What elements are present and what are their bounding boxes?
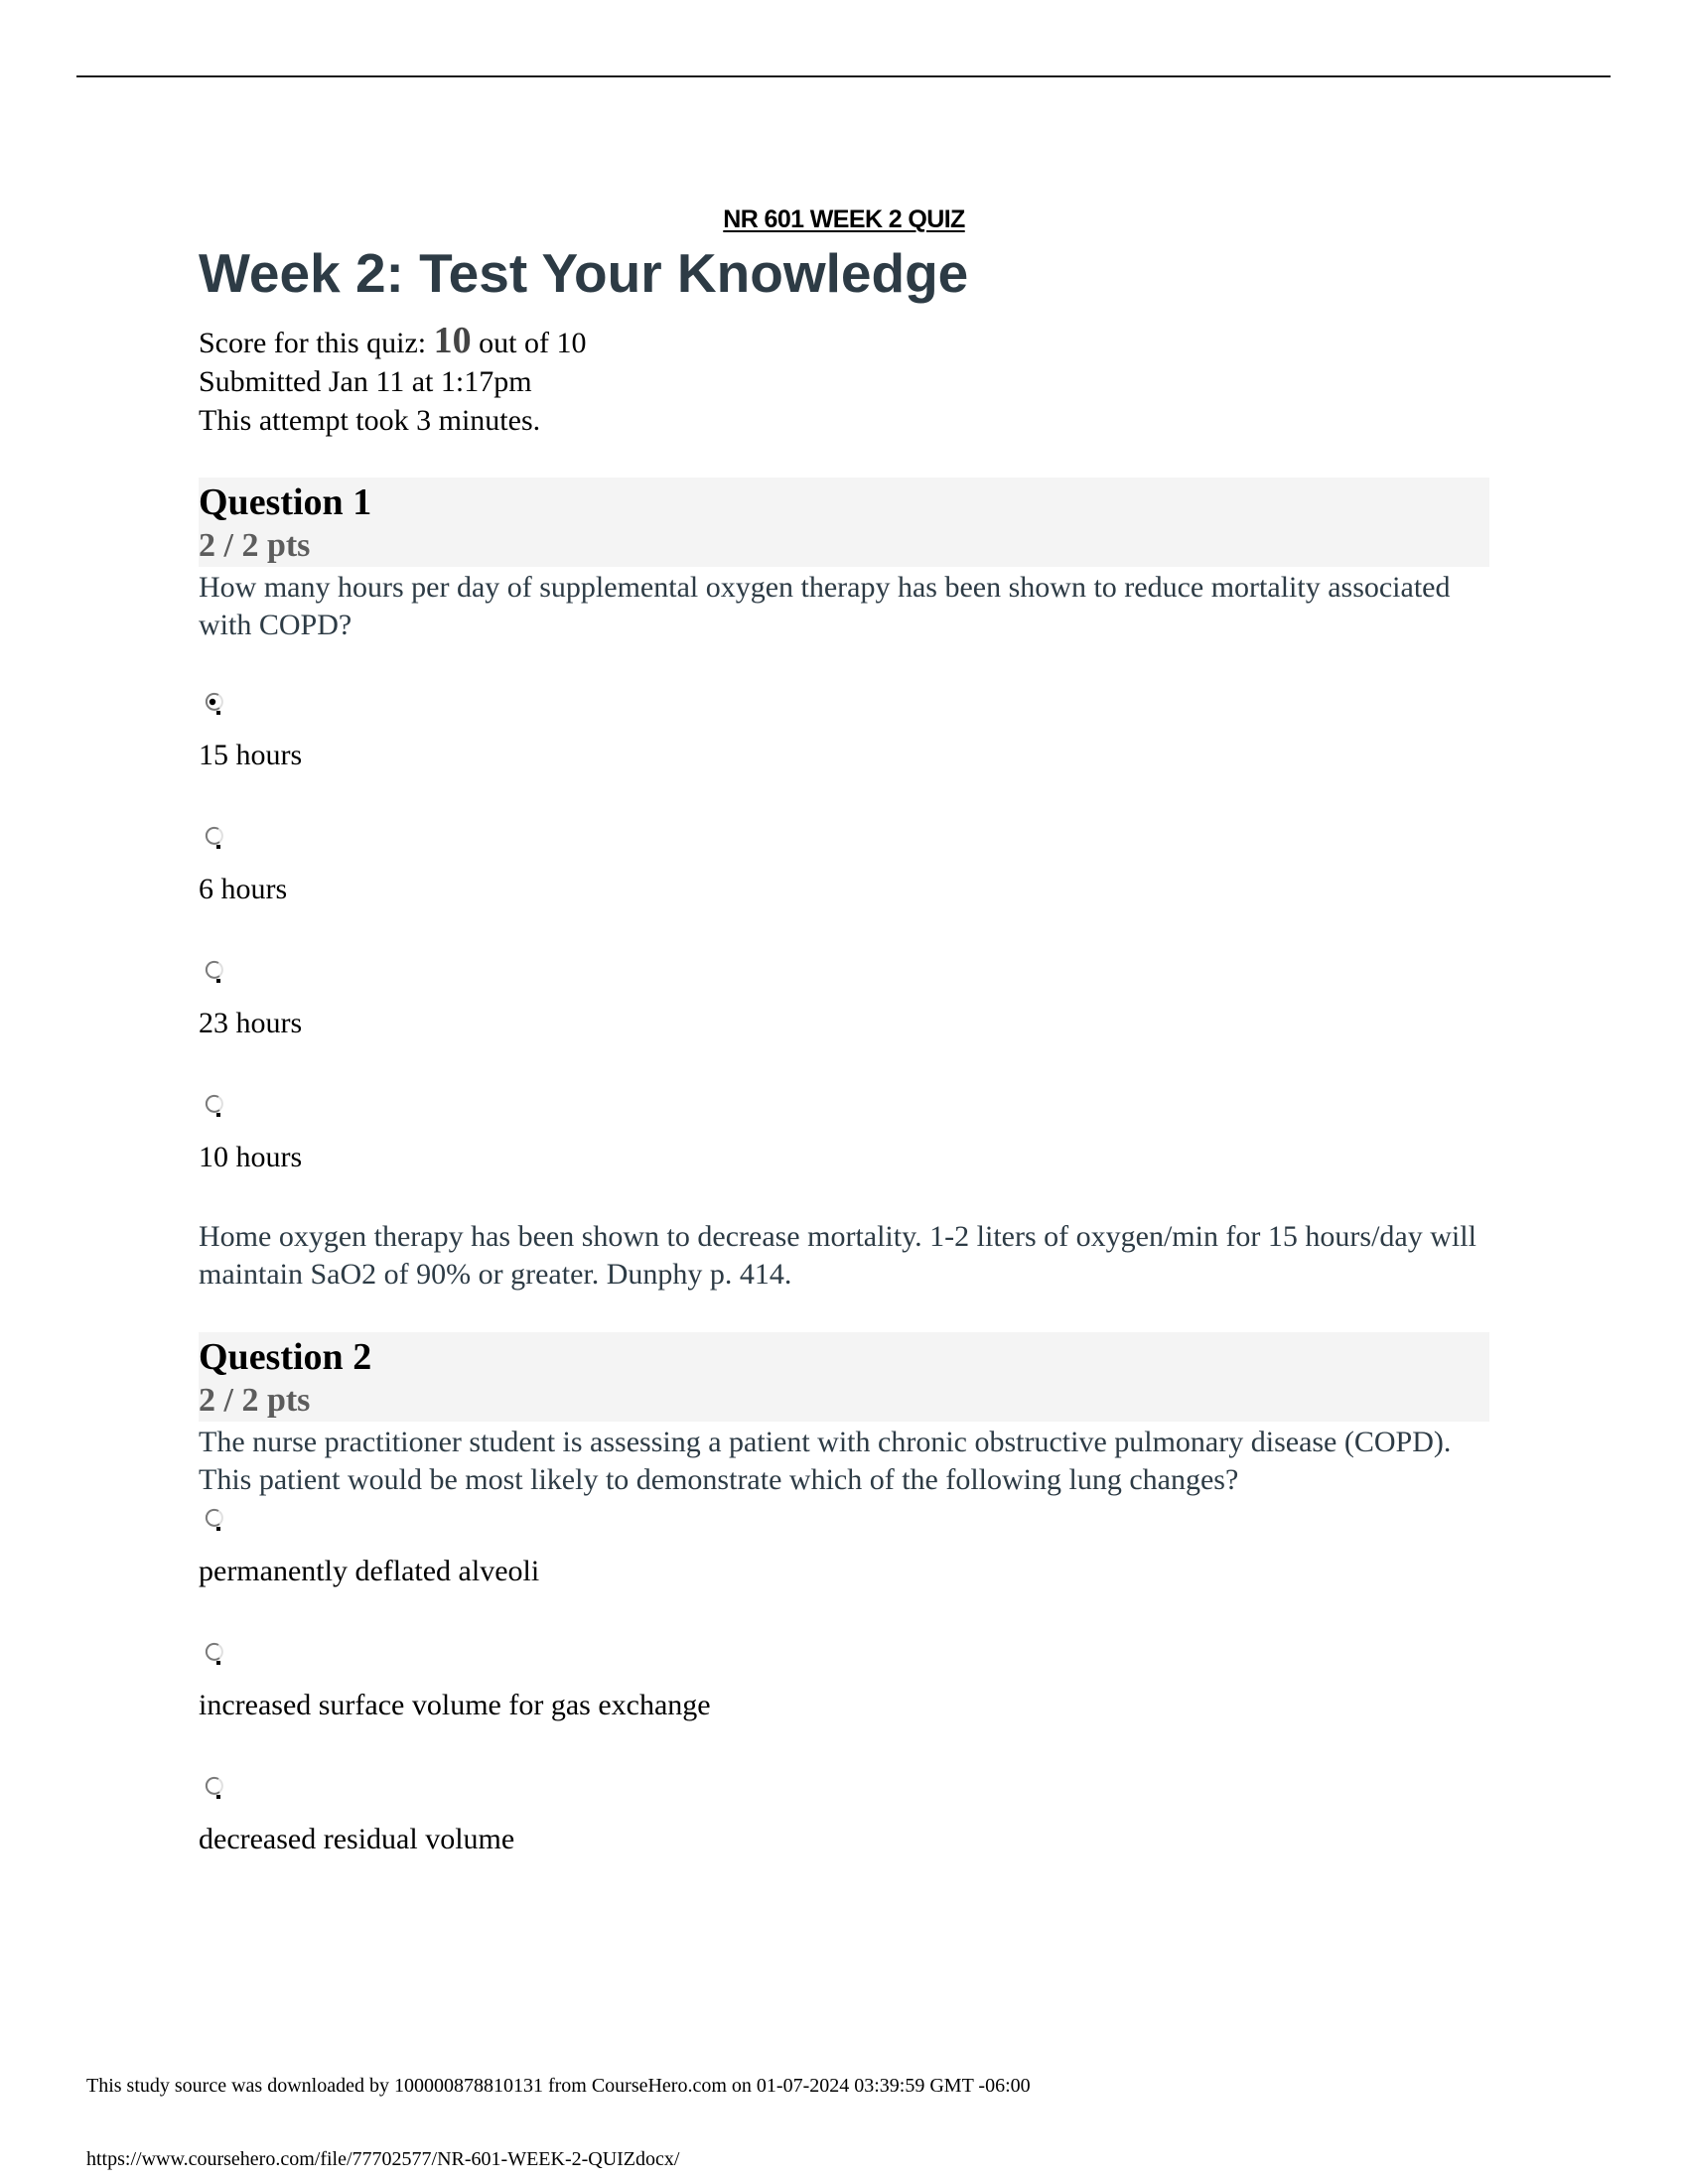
quiz-meta [199, 322, 586, 440]
answer-label: 6 hours [199, 873, 288, 905]
source-url[interactable]: https://www.coursehero.com/file/77702577/NR-601-WEEK-2-QUIZdocx/ [86, 2148, 680, 2170]
question-2-title: Question 2 [199, 1336, 372, 1378]
radio-unselected-icon[interactable] [202, 959, 223, 985]
answer-label: 10 hours [199, 1141, 303, 1173]
download-notice: This study source was downloaded by 100000878810131 from CourseHero.com on 01-07-2024 03:39:59 GMT -06:00 [86, 2075, 1031, 2097]
question-1-title: Question 1 [199, 481, 372, 523]
page-title: Week 2: Test Your Knowledge [199, 242, 969, 304]
question-2-header [199, 1332, 1489, 1422]
document-subtitle: NR 601 WEEK 2 QUIZ [723, 205, 965, 233]
duration-line: This attempt took 3 minutes. [199, 404, 541, 437]
answer-label: increased surface volume for gas exchange [199, 1689, 711, 1721]
submitted-line: Submitted Jan 11 at 1:17pm [199, 365, 532, 398]
radio-unselected-icon[interactable] [202, 825, 223, 851]
score-suffix: out of 10 [471, 327, 587, 359]
radio-selected-icon[interactable] [202, 691, 223, 717]
score-prefix: Score for this quiz: [199, 327, 434, 359]
score-value: 10 [433, 320, 472, 361]
answer-label: decreased residual volume [199, 1823, 515, 1855]
score-line [199, 322, 586, 362]
question-1-explanation: Home oxygen therapy has been shown to decrease mortality. 1-2 liters of oxygen/min for 15 hours/day will maintain SaO2 of 90% or greater. Dunphy p. 414. [199, 1220, 1477, 1291]
question-2-text: The nurse practitioner student is assessing a patient with chronic obstructive pulmonary disease (COPD). This patient would be most likely to demonstrate which of the following lung changes? [199, 1426, 1452, 1496]
answer-label: 23 hours [199, 1007, 303, 1039]
question-1-header [199, 478, 1489, 567]
answer-label: 15 hours [199, 739, 303, 771]
answer-label: permanently deflated alveoli [199, 1555, 540, 1587]
radio-unselected-icon[interactable] [202, 1641, 223, 1667]
radio-unselected-icon[interactable] [202, 1093, 223, 1119]
radio-unselected-icon[interactable] [202, 1507, 223, 1533]
question-1-points: 2 / 2 pts [199, 527, 311, 564]
radio-unselected-icon[interactable] [202, 1775, 223, 1801]
top-horizontal-rule [76, 75, 1611, 77]
question-2-points: 2 / 2 pts [199, 1382, 311, 1419]
question-1-text: How many hours per day of supplemental oxygen therapy has been shown to reduce mortality associated with COPD? [199, 571, 1451, 641]
